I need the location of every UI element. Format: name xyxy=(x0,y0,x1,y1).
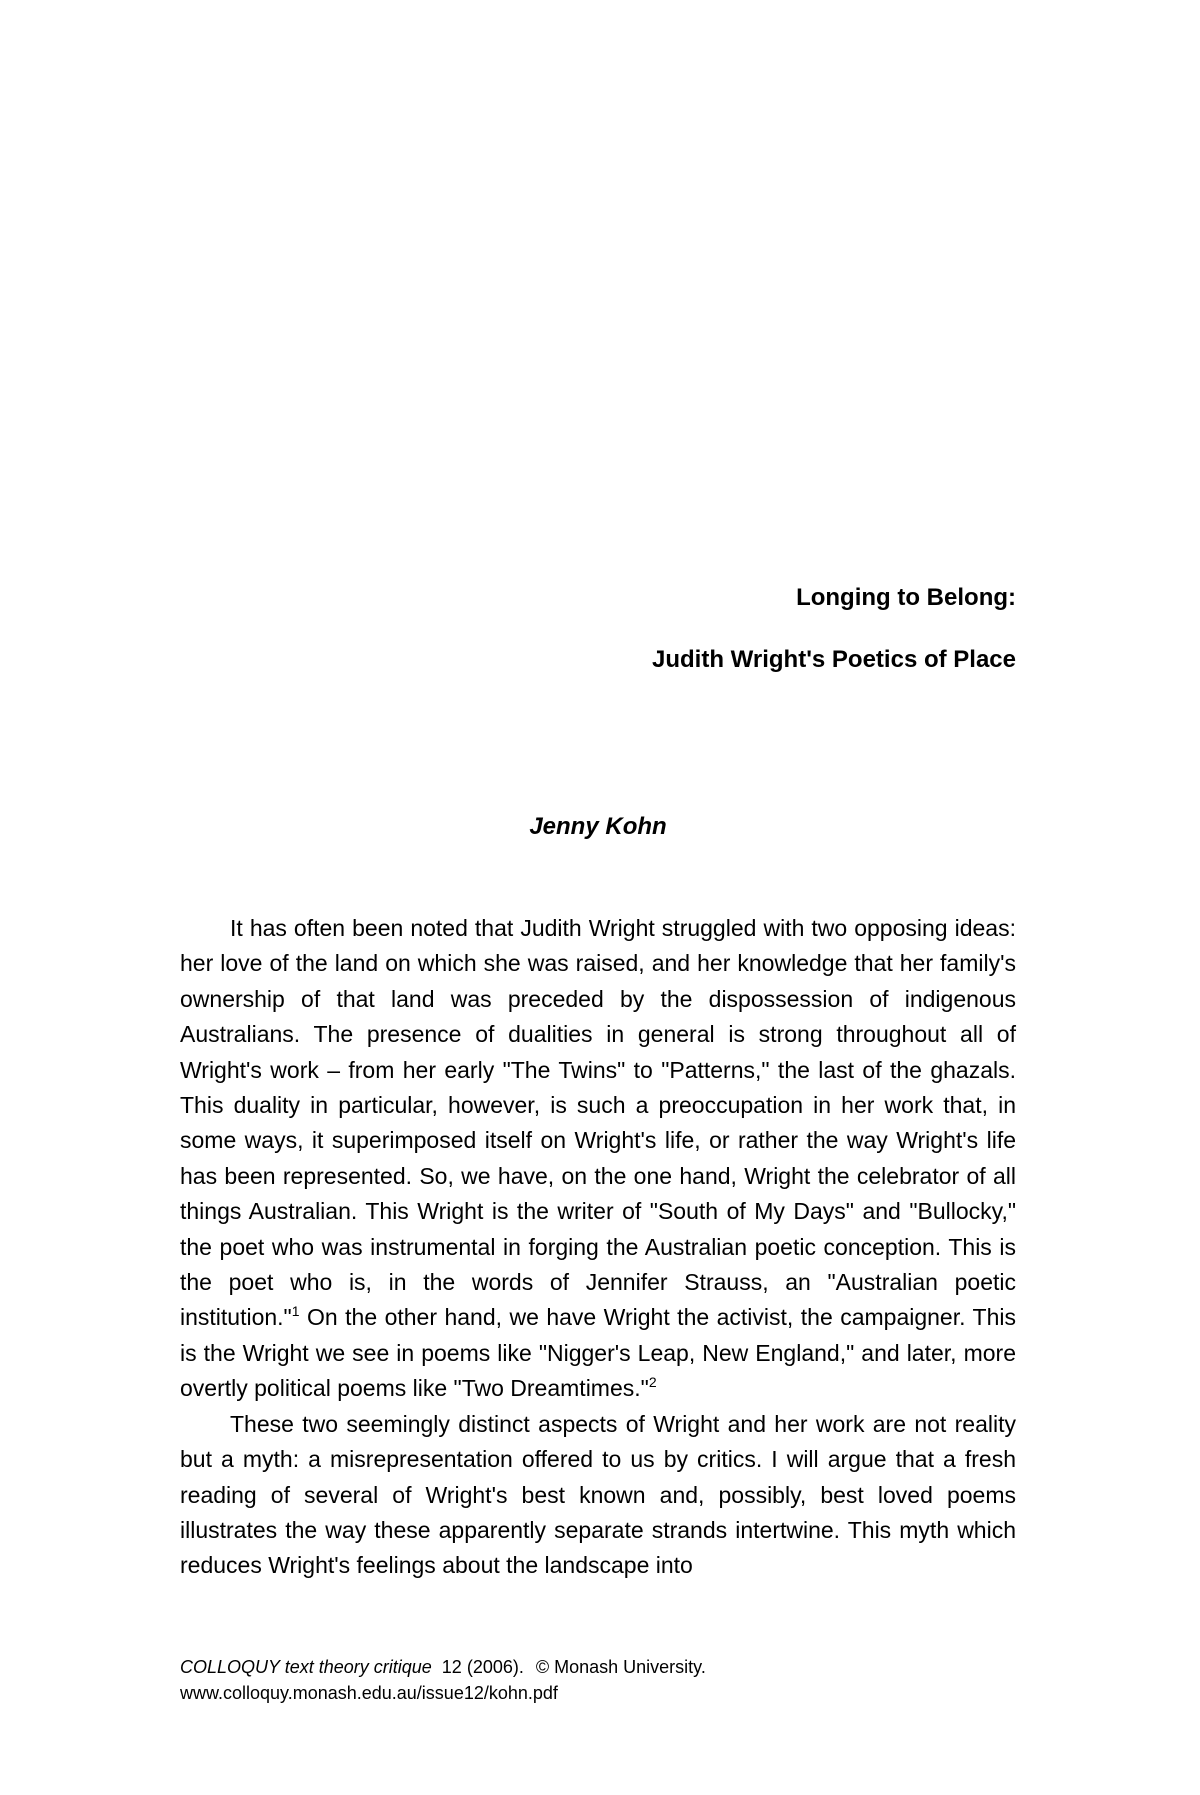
paragraph-1-text-continued: On the other hand, we have Wright the activist, the campaigner. This is the Wright we see in poems like "Nigger's Leap, New England," and later, more overtly political poems like "Two Dreamtimes." xyxy=(180,1304,1016,1402)
article-body xyxy=(180,911,1016,1584)
paragraph-2-text: These two seemingly distinct aspects of Wright and her work are not reality but a myth: a misrepresentation offered to us by critics. I will argue that a fresh reading of several of Wright's best known and, possibly, best loved poems illustrates the way these apparently separate strands intertwine. This myth which reduces Wright's feelings about the landscape into xyxy=(180,1410,1016,1579)
paragraph-1-text: It has often been noted that Judith Wright struggled with two opposing ideas: her love of the land on which she was raised, and her knowledge that her family's ownership of that land was preceded by the dispossession of indigenous Australians. The presence of dualities in general is strong throughout all of Wright's work – from her early "The Twins" to "Patterns," the last of the ghazals. This duality in particular, however, is such a preoccupation in her work that, in some ways, it superimposed itself on Wright's life, or rather the way Wright's life has been represented. So, we have, on the one hand, Wright the celebrator of all things Australian. This Wright is the writer of "South of My Days" and "Bullocky," the poet who was instrumental in forging the Australian poetic conception. This is the poet who is, in the words of Jennifer Strauss, an "Australian poetic institution." xyxy=(180,915,1016,1331)
journal-name: COLLOQUY text theory critique xyxy=(180,1657,432,1677)
article-title: Longing to Belong: xyxy=(796,584,1016,611)
footnote-ref-2[interactable]: 2 xyxy=(648,1374,657,1391)
page-footer xyxy=(180,1654,706,1706)
citation-line xyxy=(180,1654,706,1680)
paragraph-1 xyxy=(180,911,1016,1407)
article-subtitle: Judith Wright's Poetics of Place xyxy=(652,646,1016,673)
journal-issue: 12 (2006). xyxy=(441,1657,524,1677)
paragraph-2 xyxy=(180,1407,1016,1584)
article-url[interactable]: www.colloquy.monash.edu.au/issue12/kohn.pdf xyxy=(180,1683,558,1703)
author-name: Jenny Kohn xyxy=(529,813,667,840)
copyright-notice: © Monash University. xyxy=(535,1657,706,1677)
footnote-ref-1[interactable]: 1 xyxy=(291,1303,300,1320)
